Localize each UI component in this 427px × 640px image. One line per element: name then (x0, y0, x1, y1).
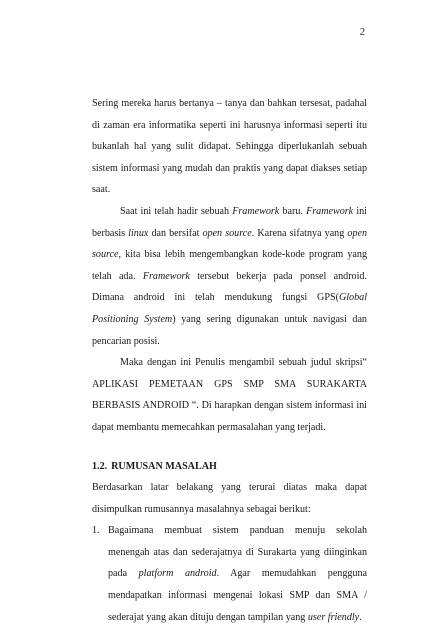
text-span: Saat ini telah hadir sebuah (120, 205, 233, 217)
page-number: 2 (359, 27, 365, 38)
text-span: Bagaimana membuat sistem panduan menuju sekolah menengah atas dan sederajatnya di Surakarta yang diinginkan pada (108, 525, 367, 580)
italic-term: Framework (306, 205, 354, 217)
italic-term: linux (128, 227, 149, 239)
text-span: baru. (279, 205, 307, 217)
text-span: ini berbasis (92, 205, 367, 239)
text-span: . Karena sifatnya yang (251, 227, 348, 239)
section-heading (92, 456, 367, 478)
paragraph-framework (92, 201, 367, 352)
paragraph-problem-intro: Berdasarkan latar belakang yang terurai diatas maka dapat disimpulkan rumusannya masalahnya sebagai berikut: (92, 482, 367, 515)
list-item (92, 520, 367, 628)
list-marker: 1. (92, 525, 100, 537)
italic-term: user friendly (307, 611, 360, 623)
paragraph-thesis-title: Maka dengan ini Penulis mengambil sebuah judul skripsi“ APLIKASI PEMETAAN GPS SMP SMA SURAKARTA BERBASIS ANDROID “. Di harapkan dengan sistem informasi ini dapat membantu memecahkan permasalahan yang terjadi. (92, 357, 367, 433)
text-span: tersebut bekerja pada ponsel android. Dimana android ini telah mendukung fungsi GPS( (92, 270, 367, 304)
section-title: RUMUSAN MASALAH (111, 460, 217, 472)
section-number: 1.2. (92, 460, 108, 472)
italic-term: platform android (138, 568, 217, 580)
text-span: dan bersifat (148, 227, 203, 239)
document-body (92, 93, 367, 628)
text-span: , kita bisa lebih mengembangkan kode-kode program yang telah ada. (92, 249, 367, 282)
italic-term: Framework (232, 205, 280, 217)
italic-term: open source (92, 227, 367, 261)
text-span: ) yang sering digunakan untuk navigasi dan pencarian posisi. (92, 313, 367, 347)
text-span: . Agar memudahkan pengguna mendapatkan informasi mengenai lokasi SMP dan SMA / sederajat yang akan dituju dengan tampilan yang (108, 568, 368, 623)
paragraph-intro: Sering mereka harus bertanya – tanya dan bahkan tersesat, padahal di zaman era informatika seperti ini harusnya informasi seperti itu bukanlah hal yang sulit didapat. Sehingga diperlukanlah sebuah sistem informasi yang mudah dan praktis yang dapat diakses setiap saat. (92, 98, 367, 196)
problem-list (92, 520, 367, 628)
italic-term: Global Positioning System (92, 292, 367, 325)
italic-term: Framework (142, 270, 190, 282)
italic-term: open source (202, 227, 252, 239)
text-span: . (359, 611, 362, 623)
